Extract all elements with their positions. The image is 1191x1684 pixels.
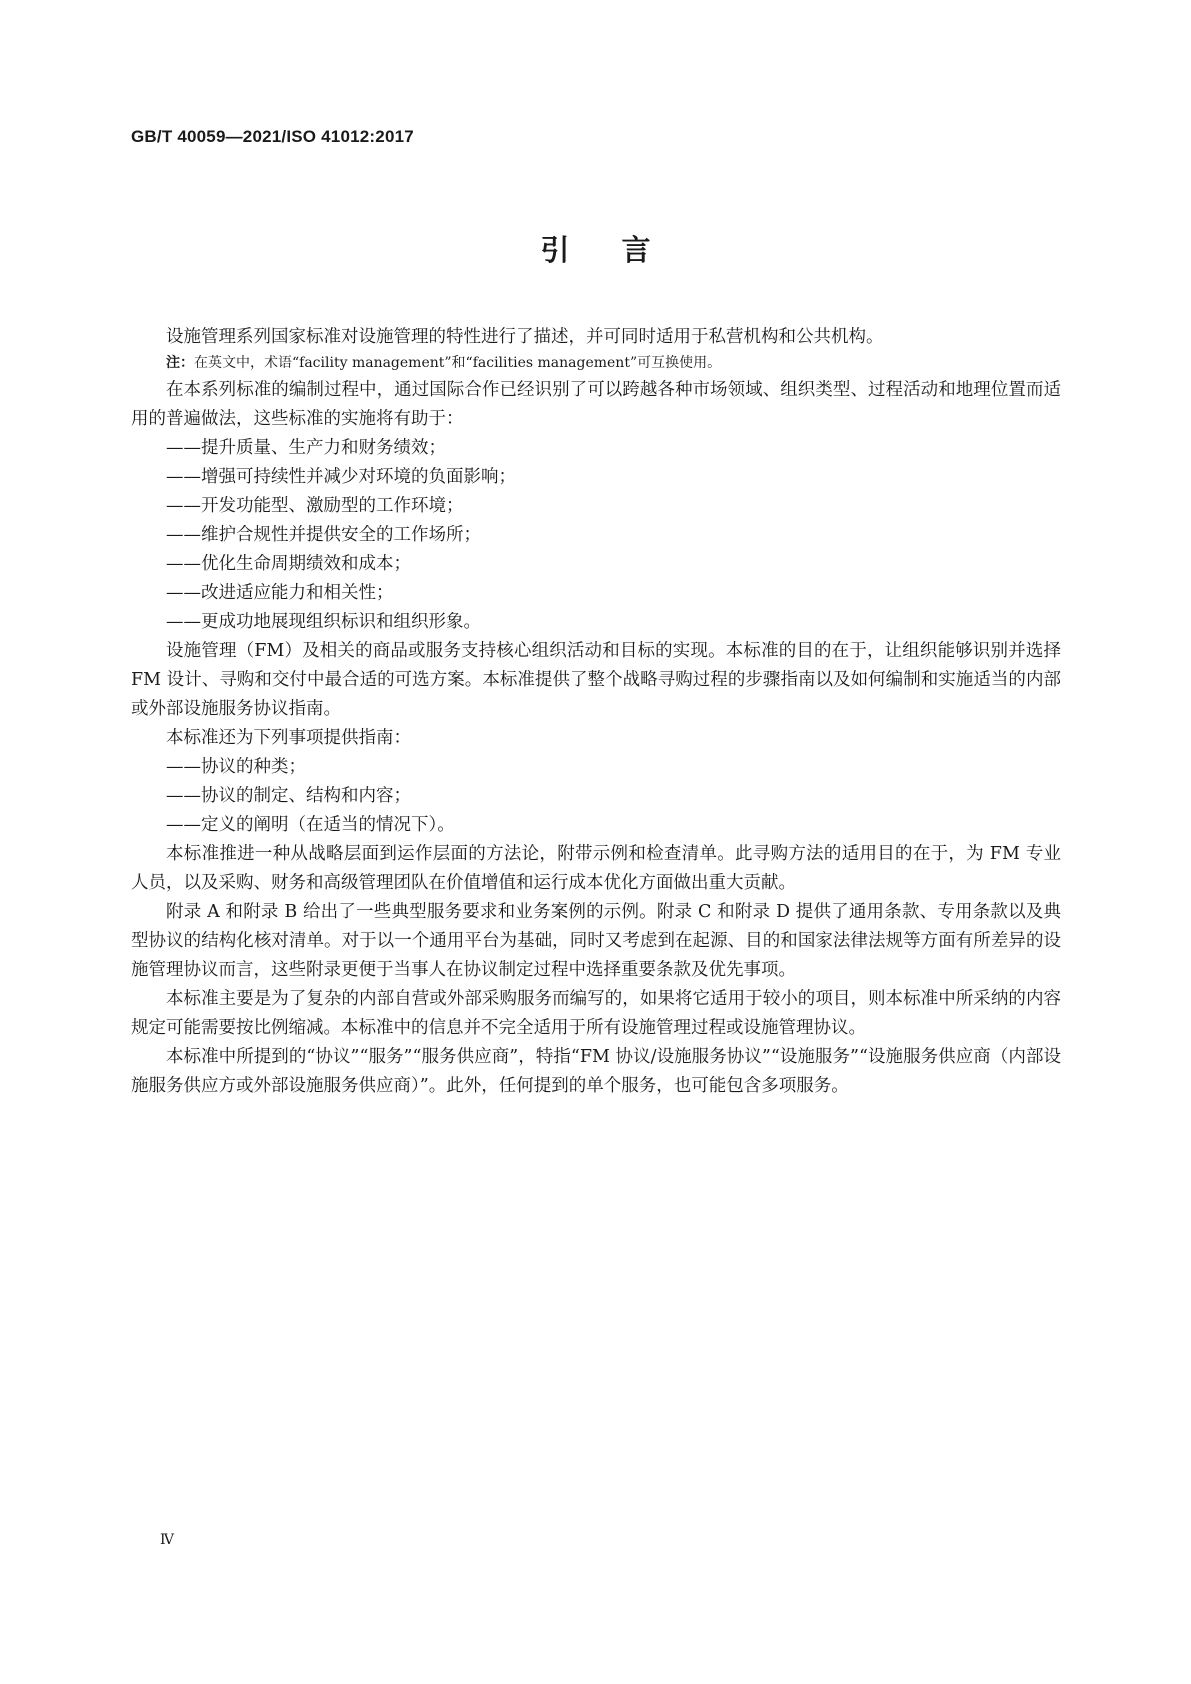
list-item: ——改进适应能力和相关性； [166, 583, 394, 603]
list-item: ——协议的种类； [166, 757, 306, 777]
list-item: ——提升质量、生产力和财务绩效； [166, 438, 446, 458]
paragraph-fm-purpose: 设施管理（FM）及相关的商品或服务支持核心组织活动和目标的实现。本标准的目的在于，让组织能够识别并选择 FM 设计、寻购和交付中最合适的可选方案。本标准提供了整个战略寻购过程的步骤指南以及如何编制和实施适当的内部或外部设施服务协议指南。 [131, 641, 1061, 719]
list-item: ——维护合规性并提供安全的工作场所； [166, 525, 481, 545]
paragraph-scope: 设施管理系列国家标准对设施管理的特性进行了描述，并可同时适用于私营机构和公共机构。 [166, 327, 884, 347]
list-item: ——优化生命周期绩效和成本； [166, 554, 411, 574]
list-item: ——协议的制定、结构和内容； [166, 786, 411, 806]
paragraph-benefits-intro: 在本系列标准的编制过程中，通过国际合作已经识别了可以跨越各种市场领域、组织类型、过程活动和地理位置而适用的普遍做法，这些标准的实施将有助于： [131, 380, 1061, 429]
paragraph-annexes: 附录 A 和附录 B 给出了一些典型服务要求和业务案例的示例。附录 C 和附录 D 提供了通用条款、专用条款以及典型协议的结构化核对清单。对于以一个通用平台为基础，同时又考虑到在起源、目的和国家法律法规等方面有所差异的设施管理协议而言，这些附录更便于当事人在协议制定过程中选择重要条款及优先事项。 [131, 902, 1061, 980]
introduction-body [131, 323, 1061, 1101]
note [131, 352, 1061, 374]
list-item: ——增强可持续性并减少对环境的负面影响； [166, 467, 516, 487]
page-number: Ⅳ [160, 1532, 174, 1548]
paragraph-guidance-intro: 本标准还为下列事项提供指南： [166, 728, 411, 748]
note-label: 注： [166, 355, 194, 371]
list-item: ——更成功地展现组织标识和组织形象。 [166, 612, 481, 632]
paragraph-terminology: 本标准中所提到的“协议”“服务”“服务供应商”，特指“FM 协议/设施服务协议”“设施服务”“设施服务供应商（内部设施服务供应方或外部设施服务供应商）”。此外，任何提到的单个服务，也可能包含多项服务。 [131, 1047, 1061, 1096]
note-text: 在英文中，术语“facility management”和“facilities management”可互换使用。 [194, 355, 722, 371]
page-title: 引言 [540, 233, 703, 267]
standard-number: GB/T 40059—2021/ISO 41012:2017 [131, 127, 414, 146]
list-item: ——开发功能型、激励型的工作环境； [166, 496, 464, 516]
list-item: ——定义的阐明（在适当的情况下）。 [166, 815, 455, 835]
paragraph-methodology: 本标准推进一种从战略层面到运作层面的方法论，附带示例和检查清单。此寻购方法的适用目的在于，为 FM 专业人员，以及采购、财务和高级管理团队在价值增值和运行成本优化方面做出重大贡献。 [131, 844, 1061, 893]
paragraph-applicability: 本标准主要是为了复杂的内部自营或外部采购服务而编写的，如果将它适用于较小的项目，则本标准中所采纳的内容规定可能需要按比例缩减。本标准中的信息并不完全适用于所有设施管理过程或设施管理协议。 [131, 989, 1061, 1038]
